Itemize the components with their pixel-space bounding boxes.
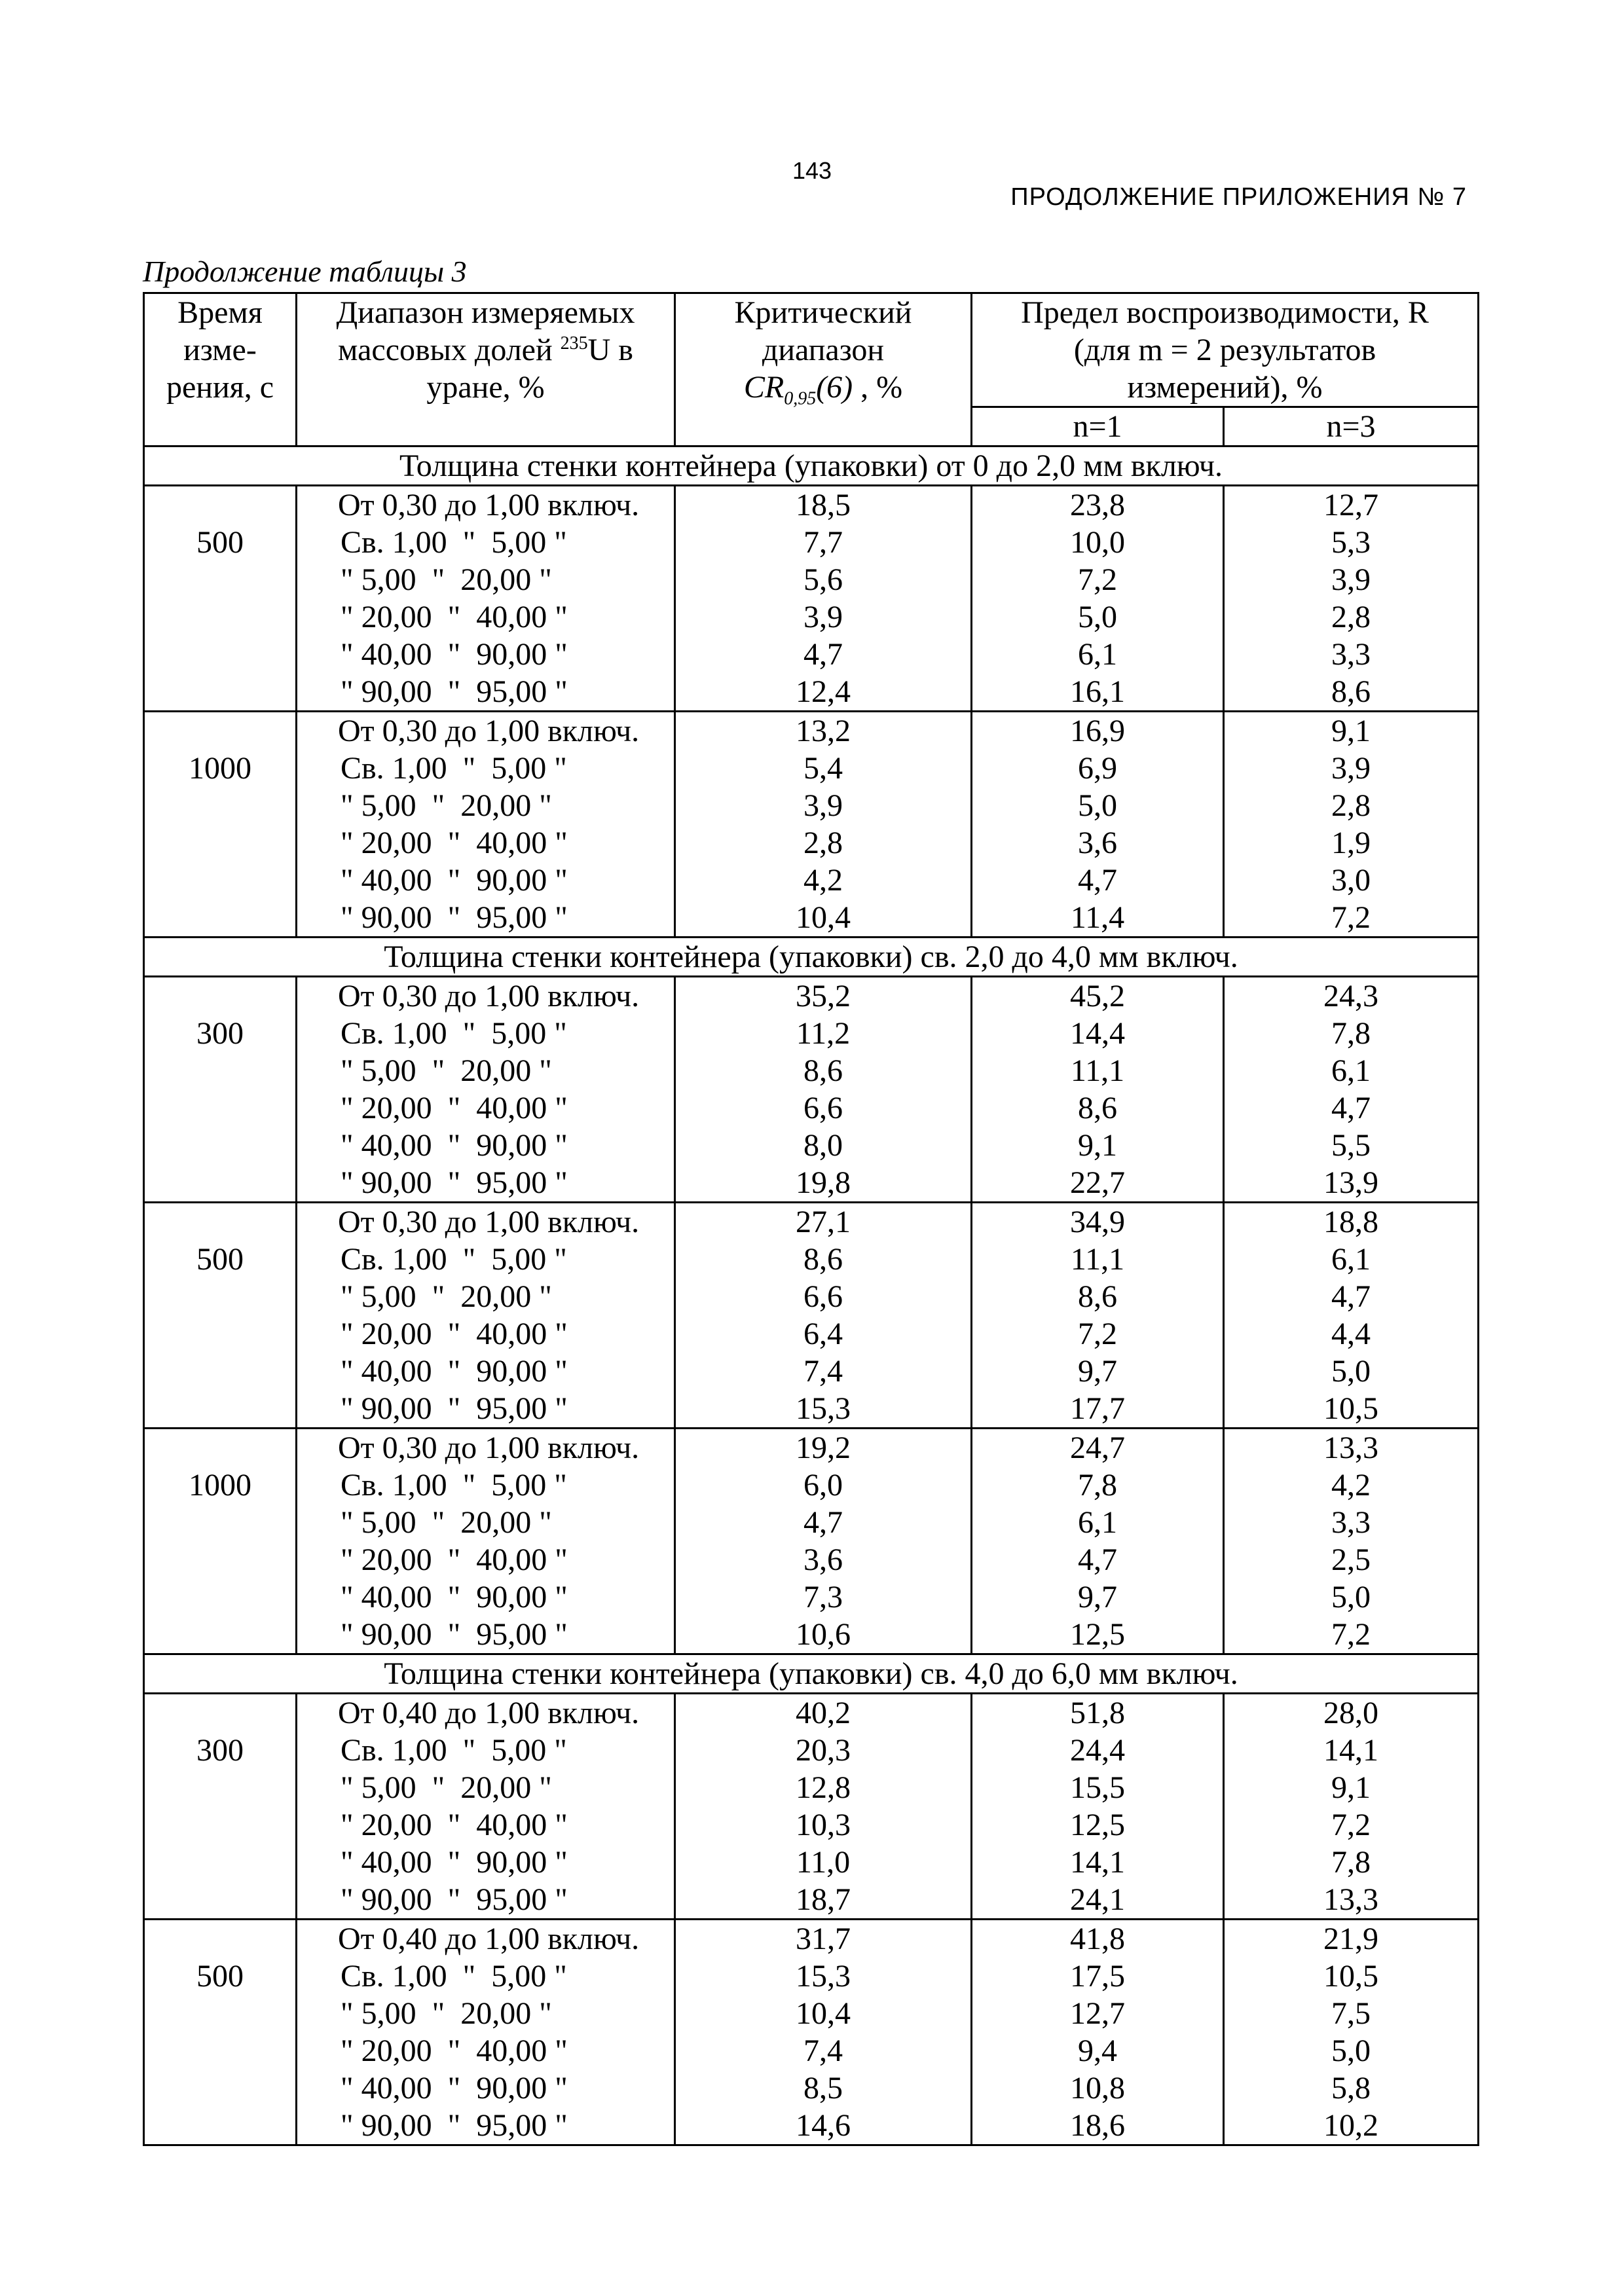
- n1-value: 15,5: [1070, 1770, 1125, 1805]
- n3-value: 5,0: [1331, 1354, 1371, 1389]
- n1-value: 9,4: [1078, 2033, 1117, 2068]
- n3-value: 2,8: [1331, 788, 1371, 823]
- n1-value: 14,4: [1070, 1016, 1125, 1051]
- range-value: " 40,00 " 90,00 ": [341, 1580, 568, 1614]
- range-value: " 40,00 " 90,00 ": [341, 2071, 568, 2105]
- section-title: Толщина стенки контейнера (упаковки) св. 4,0 до 6,0 мм включ.: [144, 1654, 1479, 1694]
- critical-value: 5,4: [803, 751, 843, 786]
- range-value: Св. 1,00 " 5,00 ": [341, 1959, 567, 1994]
- n1-cell: [972, 1920, 1224, 2145]
- n1-value: 16,9: [1070, 714, 1125, 748]
- critical-value: 18,7: [796, 1882, 851, 1917]
- range-value: Св. 1,00 " 5,00 ": [341, 751, 567, 786]
- critical-value: 20,3: [796, 1733, 851, 1768]
- n3-value: 7,2: [1331, 1617, 1371, 1652]
- header-critical-line: диапазон: [762, 333, 885, 367]
- critical-cell: [675, 1203, 972, 1429]
- critical-value: 12,4: [796, 674, 851, 709]
- n1-value: 24,4: [1070, 1733, 1125, 1768]
- n3-value: 7,2: [1331, 900, 1371, 935]
- critical-value: 18,5: [796, 488, 851, 522]
- section-title: Толщина стенки контейнера (упаковки) от 0 до 2,0 мм включ.: [144, 446, 1479, 486]
- critical-value: 3,9: [803, 788, 843, 823]
- table-row: [144, 1694, 1479, 1920]
- range-value: От 0,30 до 1,00 включ.: [338, 979, 640, 1013]
- range-value: Св. 1,00 " 5,00 ": [341, 1733, 567, 1768]
- n1-value: 17,7: [1070, 1391, 1125, 1426]
- header-time-line: рения, с: [166, 370, 274, 405]
- n3-value: 4,2: [1331, 1468, 1371, 1503]
- n3-value: 6,1: [1331, 1242, 1371, 1277]
- range-value: " 5,00 " 20,00 ": [341, 788, 552, 823]
- n3-value: 7,8: [1331, 1845, 1371, 1880]
- n3-value: 10,5: [1323, 1391, 1378, 1426]
- section-title: Толщина стенки контейнера (упаковки) св. 2,0 до 4,0 мм включ.: [144, 938, 1479, 977]
- range-value: " 90,00 " 95,00 ": [341, 900, 568, 935]
- range-value: " 90,00 " 95,00 ": [341, 674, 568, 709]
- critical-cell: [675, 1920, 972, 2145]
- critical-cell: [675, 977, 972, 1203]
- n1-cell: [972, 1203, 1224, 1429]
- n1-value: 6,1: [1078, 1505, 1117, 1540]
- time-value: 1000: [189, 751, 251, 786]
- n1-value: 5,0: [1078, 788, 1117, 823]
- time-cell: [144, 1203, 297, 1429]
- n1-cell: [972, 1429, 1224, 1654]
- n1-value: 5,0: [1078, 600, 1117, 634]
- range-value: " 5,00 " 20,00 ": [341, 1996, 552, 2031]
- table-row: [144, 1203, 1479, 1429]
- n1-value: 8,6: [1078, 1091, 1117, 1125]
- critical-value: 11,0: [796, 1845, 851, 1880]
- range-value: " 20,00 " 40,00 ": [341, 1091, 568, 1125]
- n1-value: 24,7: [1070, 1430, 1125, 1465]
- critical-value: 8,5: [803, 2071, 843, 2105]
- n3-value: 28,0: [1323, 1696, 1378, 1730]
- n1-cell: [972, 977, 1224, 1203]
- n3-value: 7,8: [1331, 1016, 1371, 1051]
- critical-value: 6,6: [803, 1279, 843, 1314]
- time-value: 1000: [189, 1468, 251, 1503]
- time-value: 300: [196, 1733, 244, 1768]
- range-value: " 5,00 " 20,00 ": [341, 1505, 552, 1540]
- critical-value: 10,4: [796, 900, 851, 935]
- time-cell: [144, 712, 297, 938]
- n3-value: 24,3: [1323, 979, 1378, 1013]
- critical-value: 15,3: [796, 1391, 851, 1426]
- range-value: Св. 1,00 " 5,00 ": [341, 1468, 567, 1503]
- n1-value: 12,5: [1070, 1617, 1125, 1652]
- range-value: От 0,40 до 1,00 включ.: [338, 1696, 640, 1730]
- header-time-line: изме-: [183, 333, 257, 367]
- critical-cell: [675, 1429, 972, 1654]
- header-n3: n=3: [1224, 407, 1479, 446]
- time-value: 500: [196, 1959, 244, 1994]
- n3-value: 5,8: [1331, 2071, 1371, 2105]
- critical-value: 6,6: [803, 1091, 843, 1125]
- header-time-line: Время: [177, 295, 263, 330]
- range-value: От 0,30 до 1,00 включ.: [338, 1430, 640, 1465]
- n1-value: 9,7: [1078, 1354, 1117, 1389]
- header-time: [144, 293, 297, 446]
- range-value: " 20,00 " 40,00 ": [341, 2033, 568, 2068]
- n1-value: 34,9: [1070, 1205, 1125, 1239]
- critical-value: 7,4: [803, 1354, 843, 1389]
- table-header: [144, 293, 1479, 446]
- critical-value: 14,6: [796, 2108, 851, 2143]
- header-range-line: уране, %: [426, 370, 545, 405]
- n1-value: 12,5: [1070, 1808, 1125, 1842]
- critical-value: 31,7: [796, 1922, 851, 1956]
- n3-value: 4,7: [1331, 1279, 1371, 1314]
- range-value: " 90,00 " 95,00 ": [341, 1617, 568, 1652]
- range-value: " 5,00 " 20,00 ": [341, 1053, 552, 1088]
- critical-cell: [675, 486, 972, 712]
- n1-value: 22,7: [1070, 1165, 1125, 1200]
- range-value: " 40,00 " 90,00 ": [341, 863, 568, 898]
- critical-value: 6,4: [803, 1317, 843, 1351]
- critical-cell: [675, 1694, 972, 1920]
- range-cell: [297, 1429, 675, 1654]
- n3-value: 7,2: [1331, 1808, 1371, 1842]
- range-value: От 0,30 до 1,00 включ.: [338, 714, 640, 748]
- time-cell: [144, 486, 297, 712]
- time-value: 500: [196, 1242, 244, 1277]
- critical-value: 8,6: [803, 1053, 843, 1088]
- critical-tail: (6): [816, 370, 853, 405]
- n3-value: 21,9: [1323, 1922, 1378, 1956]
- n3-cell: [1224, 1429, 1479, 1654]
- n3-value: 10,5: [1323, 1959, 1378, 1994]
- header-critical-line: Критический: [734, 295, 912, 330]
- section-row: [144, 938, 1479, 977]
- n1-value: 6,9: [1078, 751, 1117, 786]
- n1-cell: [972, 486, 1224, 712]
- critical-cell: [675, 712, 972, 938]
- n1-cell: [972, 1694, 1224, 1920]
- n1-value: 6,1: [1078, 637, 1117, 672]
- range-value: " 5,00 " 20,00 ": [341, 1279, 552, 1314]
- n3-value: 7,5: [1331, 1996, 1371, 2031]
- n1-value: 11,1: [1070, 1242, 1125, 1277]
- critical-value: 4,7: [803, 637, 843, 672]
- range-cell: [297, 1920, 675, 2145]
- n3-value: 4,7: [1331, 1091, 1371, 1125]
- critical-value: 11,2: [796, 1016, 851, 1051]
- critical-value: 19,2: [796, 1430, 851, 1465]
- time-cell: [144, 977, 297, 1203]
- n3-value: 9,1: [1331, 1770, 1371, 1805]
- n3-value: 18,8: [1323, 1205, 1378, 1239]
- n1-value: 9,1: [1078, 1128, 1117, 1163]
- table-caption: Продолжение таблицы 3: [143, 255, 467, 288]
- n3-value: 3,3: [1331, 1505, 1371, 1540]
- n3-value: 3,0: [1331, 863, 1371, 898]
- critical-subscript: 0,95: [784, 388, 817, 409]
- critical-value: 7,4: [803, 2033, 843, 2068]
- range-value: Св. 1,00 " 5,00 ": [341, 525, 567, 560]
- n3-value: 5,0: [1331, 1580, 1371, 1614]
- range-value: " 5,00 " 20,00 ": [341, 562, 552, 597]
- critical-value: 12,8: [796, 1770, 851, 1805]
- n3-value: 3,9: [1331, 562, 1371, 597]
- header-range-line: Диапазон измеряемых: [336, 295, 635, 330]
- range-value: От 0,30 до 1,00 включ.: [338, 488, 640, 522]
- header-range-line: [301, 331, 670, 369]
- critical-value: 7,3: [803, 1580, 843, 1614]
- n3-cell: [1224, 1203, 1479, 1429]
- table-row: [144, 712, 1479, 938]
- critical-value: 4,2: [803, 863, 843, 898]
- table-row: [144, 977, 1479, 1203]
- n3-value: 13,9: [1323, 1165, 1378, 1200]
- critical-value: 6,0: [803, 1468, 843, 1503]
- section-row: [144, 446, 1479, 486]
- range-value: " 90,00 " 95,00 ": [341, 1165, 568, 1200]
- data-table: [143, 292, 1479, 2146]
- header-repro-line: (для m = 2 результатов: [1073, 333, 1376, 367]
- n1-value: 24,1: [1070, 1882, 1125, 1917]
- header-range-text: массовых долей: [338, 333, 561, 367]
- n3-cell: [1224, 486, 1479, 712]
- n3-value: 5,5: [1331, 1128, 1371, 1163]
- critical-value: 27,1: [796, 1205, 851, 1239]
- time-cell: [144, 1694, 297, 1920]
- critical-value: 3,9: [803, 600, 843, 634]
- n3-cell: [1224, 712, 1479, 938]
- critical-value: 4,7: [803, 1505, 843, 1540]
- critical-value: 3,6: [803, 1542, 843, 1577]
- n3-value: 8,6: [1331, 674, 1371, 709]
- critical-value: 10,4: [796, 1996, 851, 2031]
- critical-value: 10,3: [796, 1808, 851, 1842]
- n3-cell: [1224, 1694, 1479, 1920]
- n1-value: 3,6: [1078, 826, 1117, 860]
- critical-value: 40,2: [796, 1696, 851, 1730]
- critical-value: 13,2: [796, 714, 851, 748]
- n1-value: 41,8: [1070, 1922, 1125, 1956]
- range-value: " 40,00 " 90,00 ": [341, 1845, 568, 1880]
- range-value: От 0,30 до 1,00 включ.: [338, 1205, 640, 1239]
- n1-value: 23,8: [1070, 488, 1125, 522]
- n3-cell: [1224, 977, 1479, 1203]
- critical-unit: , %: [853, 370, 903, 405]
- header-repro-line: измерений), %: [1127, 370, 1323, 405]
- time-cell: [144, 1429, 297, 1654]
- n1-value: 45,2: [1070, 979, 1125, 1013]
- n3-value: 2,5: [1331, 1542, 1371, 1577]
- isotope-superscript: 235: [560, 333, 588, 354]
- n3-value: 5,0: [1331, 2033, 1371, 2068]
- range-value: " 20,00 " 40,00 ": [341, 1317, 568, 1351]
- range-cell: [297, 712, 675, 938]
- n1-value: 4,7: [1078, 863, 1117, 898]
- range-value: " 40,00 " 90,00 ": [341, 637, 568, 672]
- n1-value: 16,1: [1070, 674, 1125, 709]
- range-value: " 40,00 " 90,00 ": [341, 1354, 568, 1389]
- range-value: Св. 1,00 " 5,00 ": [341, 1016, 567, 1051]
- n3-value: 13,3: [1323, 1882, 1378, 1917]
- table-row: [144, 486, 1479, 712]
- critical-value: 19,8: [796, 1165, 851, 1200]
- table-row: [144, 1920, 1479, 2145]
- n3-value: 13,3: [1323, 1430, 1378, 1465]
- range-value: " 20,00 " 40,00 ": [341, 1542, 568, 1577]
- n1-value: 8,6: [1078, 1279, 1117, 1314]
- critical-value: 2,8: [803, 826, 843, 860]
- range-value: " 90,00 " 95,00 ": [341, 2108, 568, 2143]
- header-critical: [675, 293, 972, 446]
- n1-cell: [972, 712, 1224, 938]
- n3-value: 3,9: [1331, 751, 1371, 786]
- n3-value: 6,1: [1331, 1053, 1371, 1088]
- n1-value: 17,5: [1070, 1959, 1125, 1994]
- range-cell: [297, 977, 675, 1203]
- range-cell: [297, 1203, 675, 1429]
- appendix-title: ПРОДОЛЖЕНИЕ ПРИЛОЖЕНИЯ № 7: [1010, 183, 1467, 211]
- range-value: " 20,00 " 40,00 ": [341, 826, 568, 860]
- header-repro-line: Предел воспроизводимости, R: [1021, 295, 1429, 330]
- n1-value: 10,8: [1070, 2071, 1125, 2105]
- range-cell: [297, 486, 675, 712]
- time-cell: [144, 1920, 297, 2145]
- critical-value: 10,6: [796, 1617, 851, 1652]
- page-number: 143: [792, 157, 832, 184]
- critical-value: 8,0: [803, 1128, 843, 1163]
- critical-symbol: CR: [743, 370, 784, 405]
- header-reproducibility: [972, 293, 1479, 407]
- range-value: " 40,00 " 90,00 ": [341, 1128, 568, 1163]
- n1-value: 11,1: [1070, 1053, 1125, 1088]
- n3-value: 5,3: [1331, 525, 1371, 560]
- n3-value: 4,4: [1331, 1317, 1371, 1351]
- n3-value: 3,3: [1331, 637, 1371, 672]
- n1-value: 18,6: [1070, 2108, 1125, 2143]
- n1-value: 10,0: [1070, 525, 1125, 560]
- header-n1: n=1: [972, 407, 1224, 446]
- critical-value: 5,6: [803, 562, 843, 597]
- header-critical-line: [680, 369, 967, 409]
- n3-cell: [1224, 1920, 1479, 2145]
- n1-value: 4,7: [1078, 1542, 1117, 1577]
- range-value: " 5,00 " 20,00 ": [341, 1770, 552, 1805]
- range-cell: [297, 1694, 675, 1920]
- n3-value: 1,9: [1331, 826, 1371, 860]
- n3-value: 9,1: [1331, 714, 1371, 748]
- n3-value: 14,1: [1323, 1733, 1378, 1768]
- n1-value: 12,7: [1070, 1996, 1125, 2031]
- critical-value: 35,2: [796, 979, 851, 1013]
- n3-value: 10,2: [1323, 2108, 1378, 2143]
- n1-value: 51,8: [1070, 1696, 1125, 1730]
- range-value: Св. 1,00 " 5,00 ": [341, 1242, 567, 1277]
- n3-value: 2,8: [1331, 600, 1371, 634]
- section-row: [144, 1654, 1479, 1694]
- n1-value: 7,2: [1078, 562, 1117, 597]
- critical-value: 7,7: [803, 525, 843, 560]
- range-value: " 20,00 " 40,00 ": [341, 1808, 568, 1842]
- range-value: " 20,00 " 40,00 ": [341, 600, 568, 634]
- time-value: 500: [196, 525, 244, 560]
- range-value: " 90,00 " 95,00 ": [341, 1391, 568, 1426]
- critical-value: 8,6: [803, 1242, 843, 1277]
- n1-value: 7,8: [1078, 1468, 1117, 1503]
- header-range: [297, 293, 675, 446]
- time-value: 300: [196, 1016, 244, 1051]
- range-value: От 0,40 до 1,00 включ.: [338, 1922, 640, 1956]
- header-range-text: U в: [587, 333, 633, 367]
- critical-value: 15,3: [796, 1959, 851, 1994]
- n1-value: 14,1: [1070, 1845, 1125, 1880]
- table-body: [144, 446, 1479, 2145]
- n1-value: 11,4: [1070, 900, 1125, 935]
- n1-value: 9,7: [1078, 1580, 1117, 1614]
- range-value: " 90,00 " 95,00 ": [341, 1882, 568, 1917]
- n3-value: 12,7: [1323, 488, 1378, 522]
- table-row: [144, 1429, 1479, 1654]
- n1-value: 7,2: [1078, 1317, 1117, 1351]
